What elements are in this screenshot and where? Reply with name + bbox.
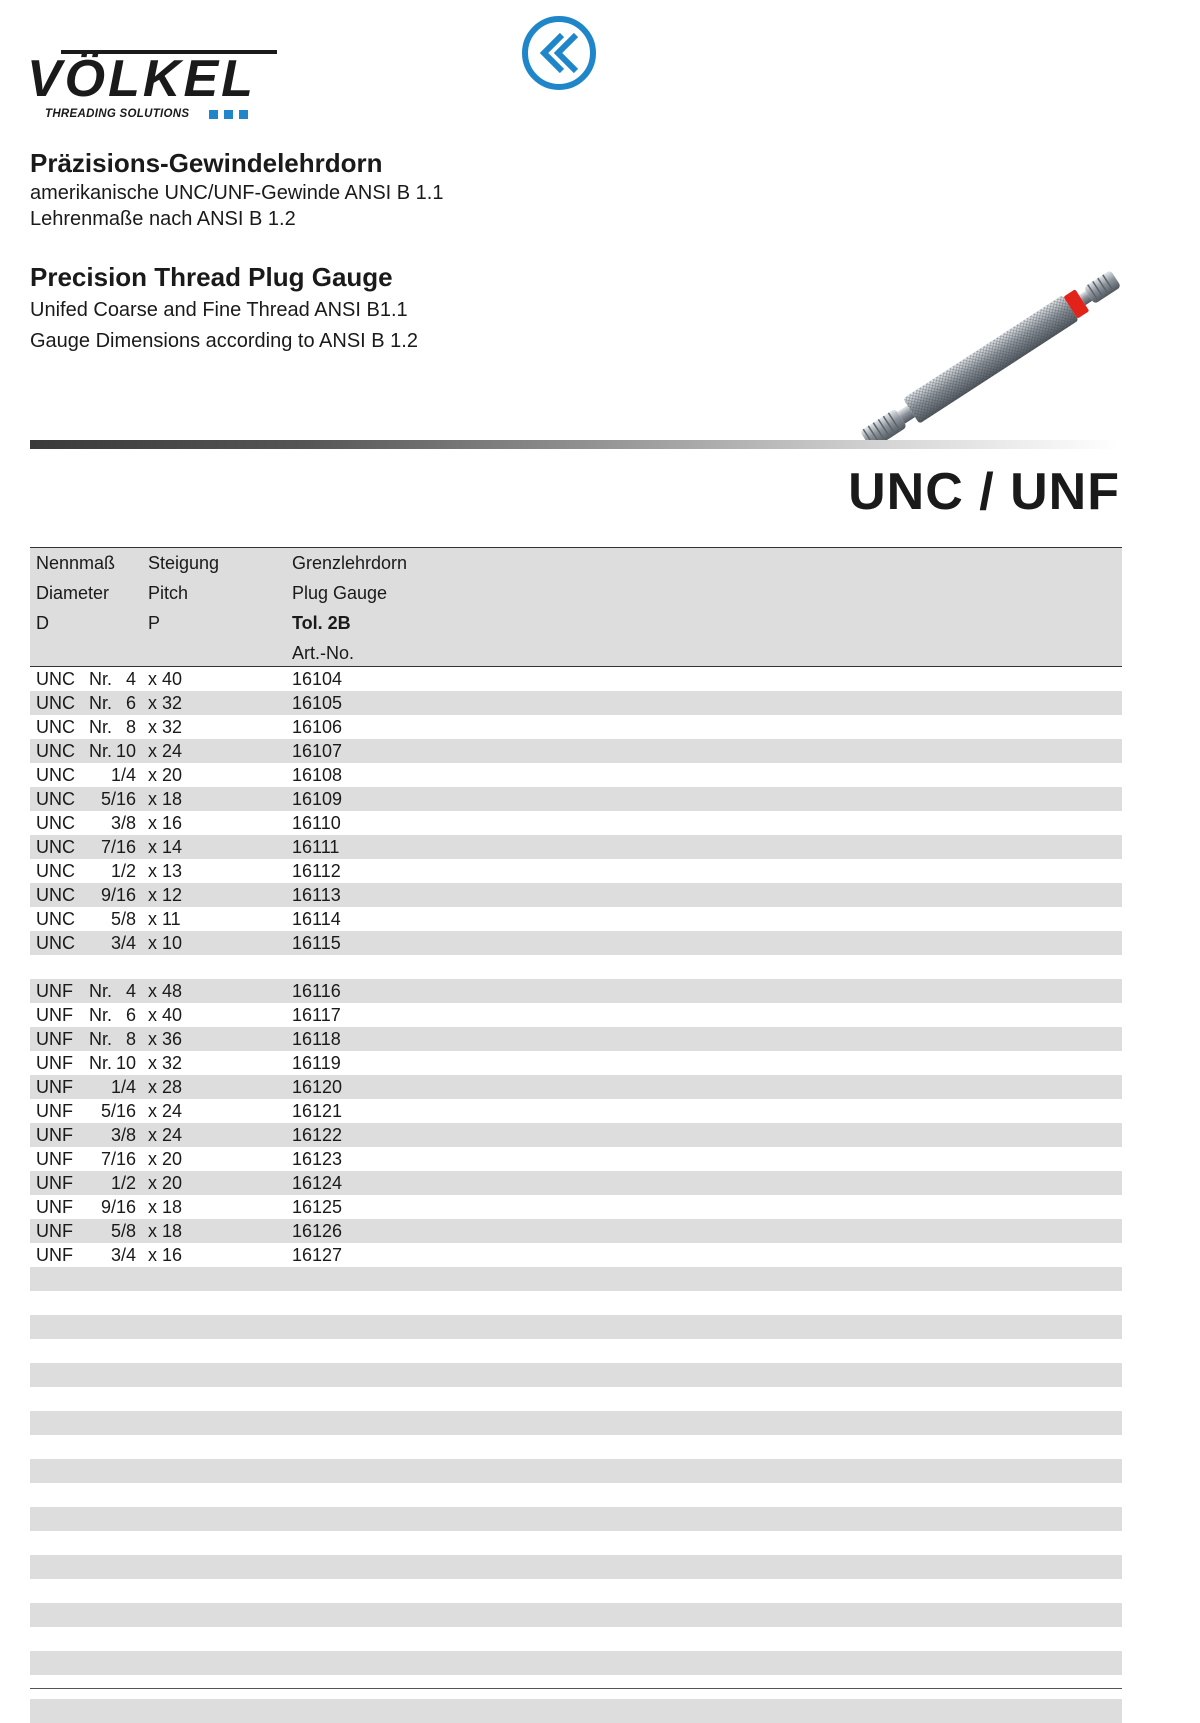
table-row — [30, 1651, 1122, 1675]
cell-diameter: 5/16 — [100, 1101, 136, 1121]
cell-thread-type: UNC — [36, 765, 75, 785]
cell-pitch: x 32 — [148, 1053, 183, 1073]
plug-gauge-image — [840, 250, 1140, 470]
cell-art-no: 16114 — [292, 909, 341, 929]
header-label: D — [36, 613, 49, 633]
subtitle-english-1: Unifed Coarse and Fine Thread ANSI B1.1 — [30, 299, 408, 321]
header-label: P — [148, 613, 161, 633]
cell-diameter: 5/16 — [100, 789, 136, 809]
table-row — [30, 811, 1122, 835]
cell-diameter: 10 — [115, 741, 136, 761]
table-row — [30, 1267, 1122, 1291]
cell-thread-type: UNC — [36, 789, 75, 809]
cell-thread-type: UNF — [36, 1029, 73, 1049]
cell-art-no: 16104 — [292, 669, 343, 689]
table-row — [30, 1675, 1122, 1699]
cell-diameter: 1/2 — [110, 1173, 136, 1193]
cell-number-prefix: Nr. — [89, 669, 113, 689]
cell-pitch: x 24 — [148, 741, 183, 761]
cell-diameter: 7/16 — [100, 837, 136, 857]
table-row — [30, 979, 1122, 1003]
cell-thread-type: UNF — [36, 1221, 73, 1241]
cell-art-no: 16119 — [292, 1053, 341, 1073]
table-row — [30, 1003, 1122, 1027]
cell-pitch: x 12 — [148, 885, 183, 905]
cell-thread-type: UNF — [36, 1053, 73, 1073]
cell-art-no: 16117 — [292, 1005, 341, 1025]
cell-thread-type: UNF — [36, 1077, 73, 1097]
cell-thread-type: UNC — [36, 693, 75, 713]
cell-pitch: x 32 — [148, 717, 183, 737]
table-row — [30, 1507, 1122, 1531]
table-body — [30, 667, 1122, 1723]
cell-diameter: 8 — [125, 717, 136, 737]
cell-thread-type: UNC — [36, 669, 75, 689]
subtitle-english-2: Gauge Dimensions according to ANSI B 1.2 — [30, 330, 418, 352]
cell-number-prefix: Nr. — [89, 741, 113, 761]
table-row — [30, 667, 1122, 691]
cell-diameter: 6 — [125, 1005, 136, 1025]
double-chevron-left-icon — [520, 14, 598, 92]
cell-diameter: 9/16 — [100, 1197, 136, 1217]
cell-pitch: x 18 — [148, 789, 183, 809]
cell-thread-type: UNC — [36, 741, 75, 761]
cell-pitch: x 40 — [148, 1005, 183, 1025]
cell-diameter: 1/4 — [110, 765, 136, 785]
cell-art-no: 16127 — [292, 1245, 343, 1265]
header-tolerance: Tol. 2B — [292, 613, 351, 633]
header-diameter — [36, 548, 115, 638]
header-label: Grenzlehrdorn — [292, 553, 408, 573]
cell-art-no: 16116 — [292, 981, 341, 1001]
cell-diameter: 3/8 — [110, 1125, 136, 1145]
table-row — [30, 1387, 1122, 1411]
table-row — [30, 1531, 1122, 1555]
cell-thread-type: UNF — [36, 1101, 73, 1121]
cell-number-prefix: Nr. — [89, 1029, 113, 1049]
table-row — [30, 859, 1122, 883]
cell-pitch: x 20 — [148, 1173, 183, 1193]
cell-diameter: 1/4 — [110, 1077, 136, 1097]
table-header — [30, 547, 1122, 667]
table-row — [30, 955, 1122, 979]
table-row — [30, 1483, 1122, 1507]
cell-diameter: 7/16 — [100, 1149, 136, 1169]
table-row — [30, 1699, 1122, 1723]
table-row — [30, 1363, 1122, 1387]
back-button[interactable] — [520, 14, 598, 92]
table-row — [30, 691, 1122, 715]
table-row — [30, 739, 1122, 763]
cell-pitch: x 13 — [148, 861, 183, 881]
table-row — [30, 1219, 1122, 1243]
cell-pitch: x 18 — [148, 1197, 183, 1217]
logo-square — [209, 110, 218, 119]
table-row — [30, 1555, 1122, 1579]
cell-pitch: x 24 — [148, 1101, 183, 1121]
header-label: Diameter — [36, 583, 110, 603]
cell-thread-type: UNF — [36, 1149, 73, 1169]
cell-pitch: x 48 — [148, 981, 183, 1001]
table-row — [30, 835, 1122, 859]
table-row — [30, 715, 1122, 739]
table-row — [30, 787, 1122, 811]
cell-pitch: x 20 — [148, 765, 183, 785]
cell-diameter: 5/8 — [110, 1221, 136, 1241]
subtitle-german-2: Lehrenmaße nach ANSI B 1.2 — [30, 208, 296, 230]
cell-art-no: 16109 — [292, 789, 343, 809]
cell-art-no: 16125 — [292, 1197, 343, 1217]
cell-art-no: 16106 — [292, 717, 343, 737]
cell-art-no: 16110 — [292, 813, 341, 833]
header-label: Nennmaß — [36, 553, 116, 573]
cell-thread-type: UNF — [36, 981, 73, 1001]
cell-art-no: 16126 — [292, 1221, 343, 1241]
table-row — [30, 931, 1122, 955]
table-row — [30, 1459, 1122, 1483]
header-label: Plug Gauge — [292, 583, 388, 603]
cell-diameter: 3/4 — [110, 933, 136, 953]
header-label: Pitch — [148, 583, 189, 603]
cell-diameter: 5/8 — [110, 909, 136, 929]
cell-art-no: 16115 — [292, 933, 341, 953]
title-english: Precision Thread Plug Gauge — [30, 262, 393, 292]
cell-thread-type: UNC — [36, 909, 75, 929]
table-row — [30, 1339, 1122, 1363]
section-divider — [30, 440, 1120, 449]
cell-art-no: 16113 — [292, 885, 341, 905]
header-pitch — [148, 548, 219, 638]
cell-pitch: x 11 — [148, 909, 181, 929]
volkel-logo — [27, 48, 255, 126]
table-row — [30, 883, 1122, 907]
cell-pitch: x 36 — [148, 1029, 183, 1049]
cell-diameter: 1/2 — [110, 861, 136, 881]
cell-diameter: 3/8 — [110, 813, 136, 833]
cell-art-no: 16124 — [292, 1173, 343, 1193]
cell-art-no: 16120 — [292, 1077, 343, 1097]
cell-number-prefix: Nr. — [89, 1053, 113, 1073]
cell-diameter: 6 — [125, 693, 136, 713]
table-row — [30, 1027, 1122, 1051]
cell-number-prefix: Nr. — [89, 1005, 113, 1025]
table-row — [30, 1291, 1122, 1315]
cell-number-prefix: Nr. — [89, 693, 113, 713]
cell-art-no: 16111 — [292, 837, 340, 857]
cell-art-no: 16108 — [292, 765, 343, 785]
cell-art-no: 16123 — [292, 1149, 343, 1169]
table-row — [30, 1315, 1122, 1339]
title-german: Präzisions-Gewindelehrdorn — [30, 148, 383, 178]
table-row — [30, 1075, 1122, 1099]
cell-diameter: 3/4 — [110, 1245, 136, 1265]
section-title: UNC / UNF — [848, 463, 1120, 521]
cell-thread-type: UNC — [36, 813, 75, 833]
cell-thread-type: UNF — [36, 1005, 73, 1025]
table-row — [30, 1243, 1122, 1267]
cell-thread-type: UNC — [36, 861, 75, 881]
header-label: Steigung — [148, 553, 220, 573]
header-plug-gauge — [292, 548, 407, 668]
cell-art-no: 16121 — [292, 1101, 343, 1121]
cell-thread-type: UNF — [36, 1173, 73, 1193]
cell-art-no: 16112 — [292, 861, 341, 881]
cell-diameter: 10 — [115, 1053, 136, 1073]
cell-art-no: 16105 — [292, 693, 343, 713]
cell-art-no: 16122 — [292, 1125, 343, 1145]
logo-wordmark: VÖLKEL — [27, 50, 256, 108]
cell-thread-type: UNC — [36, 885, 75, 905]
subtitle-german-1: amerikanische UNC/UNF-Gewinde ANSI B 1.1 — [30, 182, 444, 204]
table-row — [30, 1147, 1122, 1171]
cell-diameter: 9/16 — [100, 885, 136, 905]
table-row — [30, 1603, 1122, 1627]
table-row — [30, 1099, 1122, 1123]
table-row — [30, 907, 1122, 931]
table-row — [30, 1579, 1122, 1603]
cell-thread-type: UNC — [36, 837, 75, 857]
cell-thread-type: UNC — [36, 717, 75, 737]
cell-pitch: x 24 — [148, 1125, 183, 1145]
logo-tagline: THREADING SOLUTIONS — [45, 108, 190, 120]
table-row — [30, 1435, 1122, 1459]
cell-pitch: x 18 — [148, 1221, 183, 1241]
table-row — [30, 1627, 1122, 1651]
table-row — [30, 763, 1122, 787]
cell-diameter: 4 — [125, 981, 136, 1001]
cell-thread-type: UNC — [36, 933, 75, 953]
header-label: Art.-No. — [292, 643, 355, 663]
cell-pitch: x 32 — [148, 693, 183, 713]
cell-pitch: x 14 — [148, 837, 183, 857]
cell-diameter: 8 — [125, 1029, 136, 1049]
cell-art-no: 16107 — [292, 741, 343, 761]
cell-thread-type: UNF — [36, 1125, 73, 1145]
logo-square — [224, 110, 233, 119]
cell-diameter: 4 — [125, 669, 136, 689]
table-row — [30, 1123, 1122, 1147]
table-row — [30, 1195, 1122, 1219]
cell-pitch: x 40 — [148, 669, 183, 689]
cell-number-prefix: Nr. — [89, 717, 113, 737]
table-row — [30, 1171, 1122, 1195]
table-row — [30, 1411, 1122, 1435]
cell-pitch: x 16 — [148, 1245, 183, 1265]
table-bottom-rule — [30, 1688, 1122, 1689]
table-row — [30, 1051, 1122, 1075]
cell-thread-type: UNF — [36, 1197, 73, 1217]
logo-square — [239, 110, 248, 119]
cell-art-no: 16118 — [292, 1029, 341, 1049]
cell-thread-type: UNF — [36, 1245, 73, 1265]
cell-pitch: x 28 — [148, 1077, 183, 1097]
cell-pitch: x 16 — [148, 813, 183, 833]
cell-pitch: x 20 — [148, 1149, 183, 1169]
cell-number-prefix: Nr. — [89, 981, 113, 1001]
cell-pitch: x 10 — [148, 933, 183, 953]
